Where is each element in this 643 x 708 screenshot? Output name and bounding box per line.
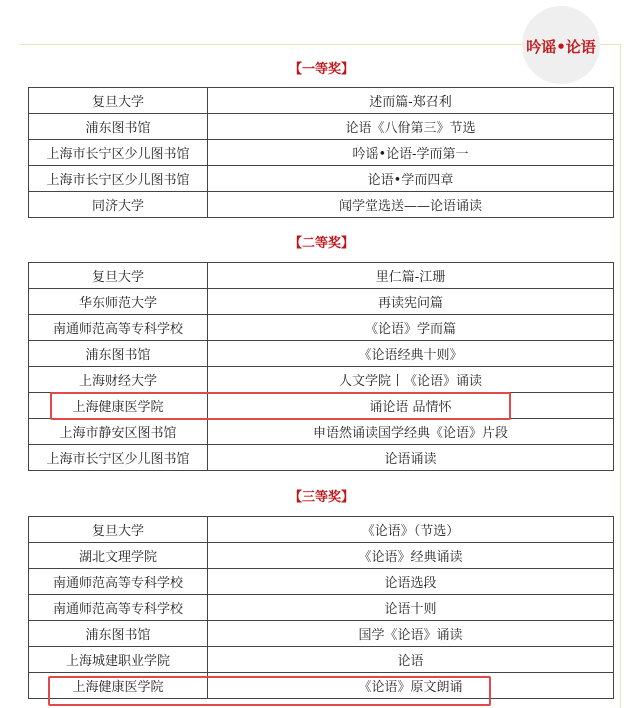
work-cell: 国学《论语》诵读 (208, 621, 614, 647)
org-cell: 同济大学 (29, 192, 208, 218)
work-cell: 《论语经典十则》 (208, 341, 614, 367)
work-cell: 论语•学而四章 (208, 166, 614, 192)
table-row (29, 289, 614, 315)
table-row (29, 341, 614, 367)
table-row (29, 263, 614, 289)
org-cell: 华东师范大学 (29, 289, 208, 315)
table-row (29, 140, 614, 166)
table-row (29, 114, 614, 140)
org-cell: 上海城建职业学院 (29, 647, 208, 673)
badge-title: 吟谣•论语 (526, 38, 596, 56)
work-cell: 《论语》经典诵读 (208, 543, 614, 569)
work-cell: 闻学堂选送——论语诵读 (208, 192, 614, 218)
org-cell: 上海财经大学 (29, 367, 208, 393)
org-cell: 浦东图书馆 (29, 114, 208, 140)
work-cell: 论语《八佾第三》节选 (208, 114, 614, 140)
table-row (29, 367, 614, 393)
org-cell: 南通师范高等专科学校 (29, 315, 208, 341)
frame-right-line (620, 44, 621, 708)
org-cell: 湖北文理学院 (29, 543, 208, 569)
org-cell: 上海市静安区图书馆 (29, 419, 208, 445)
org-cell: 上海市长宁区少儿图书馆 (29, 166, 208, 192)
first-prize-heading: 【一等奖】 (288, 62, 354, 77)
org-cell: 南通师范高等专科学校 (29, 569, 208, 595)
org-cell: 上海市长宁区少儿图书馆 (29, 445, 208, 471)
third-prize-heading: 【三等奖】 (288, 490, 354, 505)
table-row (29, 647, 614, 673)
table-row (29, 445, 614, 471)
work-cell: 再读宪问篇 (208, 289, 614, 315)
work-cell: 人文学院丨《论语》诵读 (208, 367, 614, 393)
table-row (29, 569, 614, 595)
work-cell: 《论语》（节选） (208, 517, 614, 543)
first-prize-table (28, 87, 614, 218)
org-cell: 浦东图书馆 (29, 341, 208, 367)
work-cell: 吟谣•论语-学而第一 (208, 140, 614, 166)
table-row (29, 166, 614, 192)
table-row (29, 595, 614, 621)
table-row (29, 543, 614, 569)
work-cell: 《论语》原文朗诵 (208, 673, 614, 699)
org-cell: 复旦大学 (29, 517, 208, 543)
work-cell: 诵论语 品情怀 (208, 393, 614, 419)
org-cell: 南通师范高等专科学校 (29, 595, 208, 621)
table-row (29, 315, 614, 341)
table-row (29, 192, 614, 218)
table-row (29, 88, 614, 114)
org-cell: 上海健康医学院 (29, 393, 208, 419)
org-cell: 复旦大学 (29, 263, 208, 289)
table-row (29, 419, 614, 445)
table-row (29, 621, 614, 647)
highlight-box (48, 676, 491, 706)
second-prize-heading: 【二等奖】 (288, 236, 354, 251)
table-row (29, 517, 614, 543)
second-prize-table (28, 262, 614, 471)
work-cell: 论语十则 (208, 595, 614, 621)
highlight-box (50, 392, 511, 420)
org-cell: 复旦大学 (29, 88, 208, 114)
work-cell: 述而篇-郑召利 (208, 88, 614, 114)
third-prize-table (28, 516, 614, 699)
org-cell: 上海健康医学院 (29, 673, 208, 699)
work-cell: 里仁篇-江珊 (208, 263, 614, 289)
work-cell: 论语选段 (208, 569, 614, 595)
work-cell: 申语然诵读国学经典《论语》片段 (208, 419, 614, 445)
work-cell: 论语诵读 (208, 445, 614, 471)
org-cell: 浦东图书馆 (29, 621, 208, 647)
org-cell: 上海市长宁区少儿图书馆 (29, 140, 208, 166)
work-cell: 《论语》学而篇 (208, 315, 614, 341)
work-cell: 论语 (208, 647, 614, 673)
